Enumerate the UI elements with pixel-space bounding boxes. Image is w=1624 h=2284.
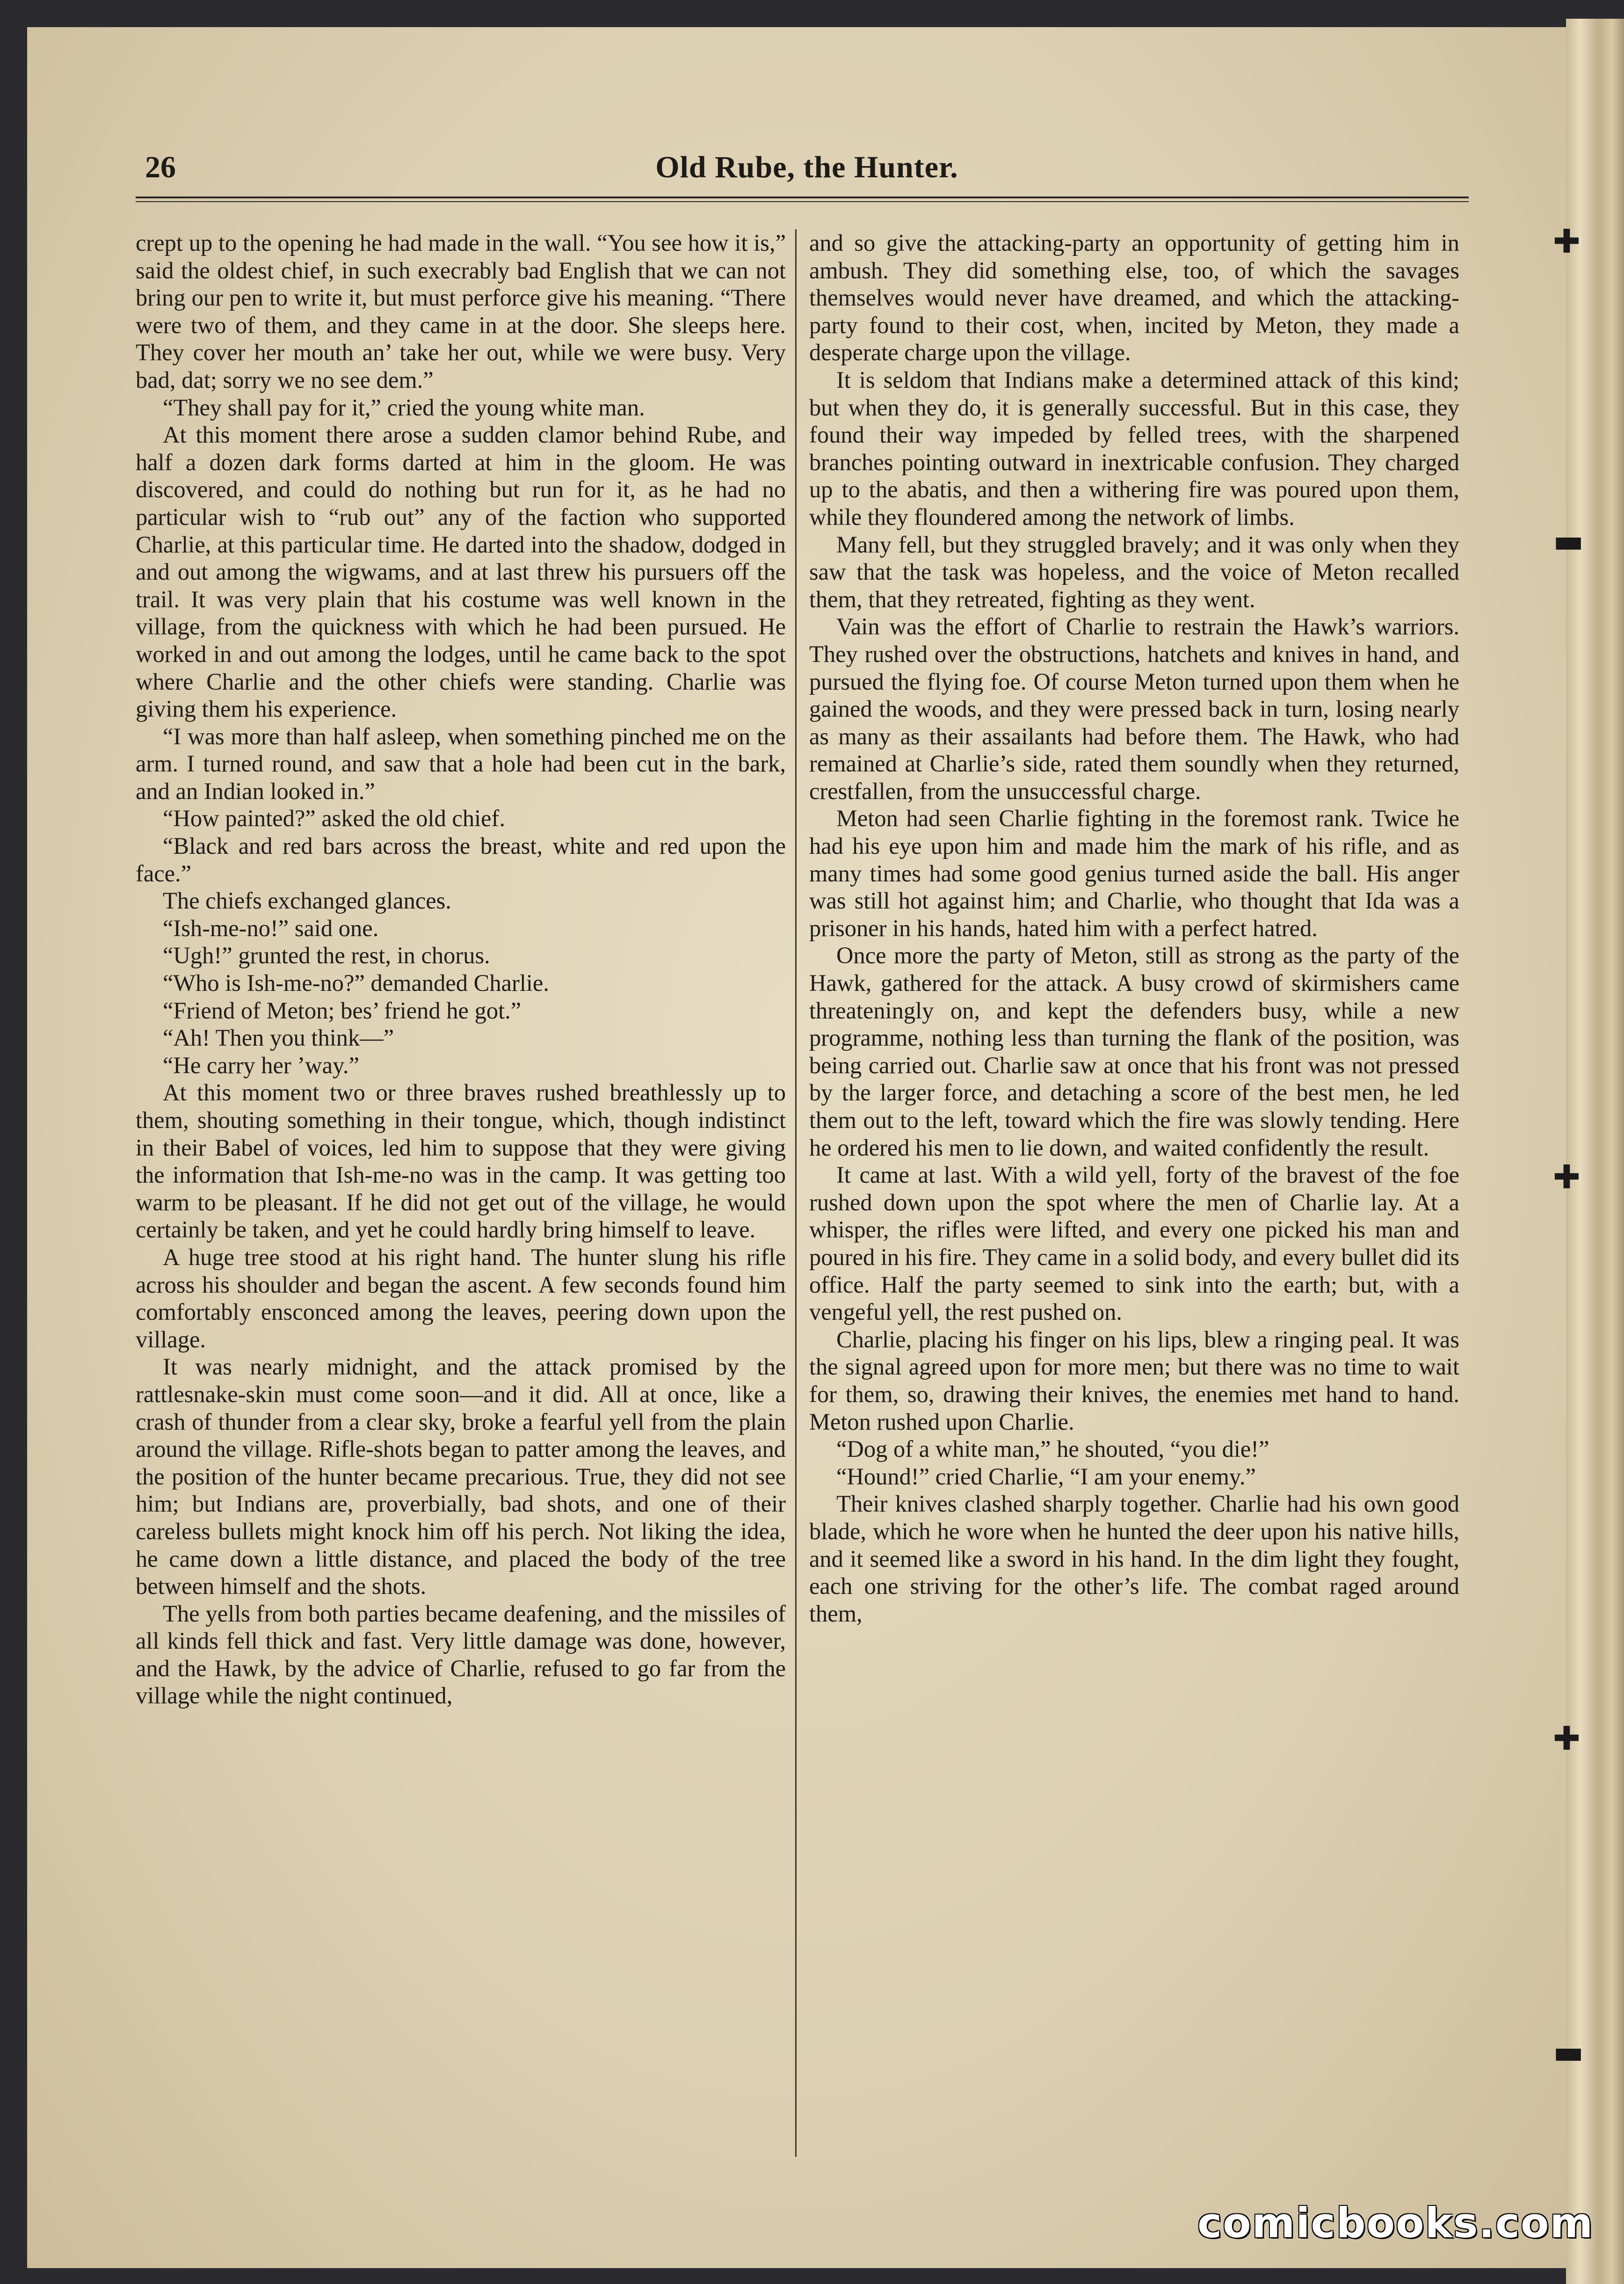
binding-stitch-icon: ✚ <box>1553 1158 1580 1196</box>
binding-stitch-icon: ✚ <box>1553 222 1580 261</box>
paragraph: “Ugh!” grunted the rest, in chorus. <box>163 942 490 969</box>
paragraph: “Black and red bars across the breast, white and red upon the face.” <box>136 833 786 887</box>
paragraph: The yells from both parties became deafening, and the missiles of all kinds fell thick and fast. Very little damage was done, however, and the Hawk, by the advice of Charlie, refused to go far from the village while the night continued, <box>136 1600 786 1709</box>
paragraph: Charlie, placing his finger on his lips, blew a ringing peal. It was the signal agreed upon for more men; but there was no time to wait for them, so, drawing their knives, the enemies met hand to hand. Meton rushed upon Charlie. <box>809 1326 1459 1435</box>
binding-stitch-icon: ✚ <box>1553 1719 1580 1758</box>
paragraph: At this moment there arose a sudden clamor behind Rube, and half a dozen dark forms darted at him in the gloom. He was discovered, and could do nothing but run for it, as he had no particular wish to “rub out” any of the faction who supported Charlie, at this particular time. He darted into the shadow, dodged in and out among the wigwams, and at last threw his pursuers off the trail. It was very plain that his costume was well known in the village, from the quickness with which he had been pursued. He worked in and out among the lodges, until he came back to the spot where Charlie and the other chiefs were standing. Charlie was giving them his experience. <box>136 422 786 722</box>
paragraph: It was nearly midnight, and the attack promised by the rattlesnake-skin must come soon—and it did. All at once, like a crash of thunder from a clear sky, broke a fearful yell from the plain around the village. Rifle-shots began to patter among the leaves, and the position of the hunter became precarious. True, they did not see him; but Indians are, proverbially, bad shots, and one of their careless bullets might knock him off his perch. Not liking the idea, he came down a little distance, and placed the body of the tree between himself and the shots. <box>136 1353 786 1600</box>
page-number: 26 <box>145 150 176 184</box>
paragraph: The chiefs exchanged glances. <box>163 887 451 914</box>
paragraph: Vain was the effort of Charlie to restrain the Hawk’s warriors. They rushed over the obstructions, hatchets and knives in hand, and pursued the flying foe. Of course Meton turned upon them when he gained the woods, and they were pressed back in turn, losing nearly as many as their assailants had before them. The Hawk, who had remained at Charlie’s side, rated them soundly when they returned, crestfallen, from the unsuccessful charge. <box>809 613 1459 804</box>
page-header <box>145 150 1469 192</box>
paragraph: “How painted?” asked the old chief. <box>163 805 505 832</box>
paragraph: A huge tree stood at his right hand. The hunter slung his rifle across his shoulder and began the ascent. A few seconds found him comfortably ensconced among the leaves, peering down upon the village. <box>136 1244 786 1353</box>
paragraph: Meton had seen Charlie fighting in the foremost rank. Twice he had his eye upon him and made him the mark of his rifle, and as many times had some good genius turned aside the ball. His anger was still hot against him; and Charlie, who thought that Ida was a prisoner in his hands, hated him with a perfect hatred. <box>809 805 1459 941</box>
header-rule <box>136 196 1469 202</box>
column-divider <box>795 229 797 2157</box>
right-column <box>809 229 1459 2161</box>
paragraph: Their knives clashed sharply together. Charlie had his own good blade, which he wore when he hunted the deer upon his native hills, and it seemed like a sword in his hand. In the dim light they fought, each one striving for the other’s life. The combat raged around them, <box>809 1491 1459 1627</box>
paragraph: crept up to the opening he had made in the wall. “You see how it is,” said the oldest chief, in such execrably bad English that we can not bring our pen to write it, but must perforce give his meaning. “There were two of them, and they came in at the door. She sleeps here. They cover her mouth an’ take her out, while we were busy. Very bad, dat; sorry we no see dem.” <box>136 230 786 393</box>
paragraph: “Ish-me-no!” said one. <box>163 915 379 941</box>
paragraph: “Friend of Meton; bes’ friend he got.” <box>163 997 522 1024</box>
watermark: comicbooks.com <box>1197 2199 1594 2247</box>
paragraph: “I was more than half asleep, when something pinched me on the arm. I turned round, and saw that a hole had been cut in the bark, and an Indian looked in.” <box>136 723 786 804</box>
paragraph: and so give the attacking-party an opportunity of getting him in ambush. They did something else, too, of which the savages themselves would never have dreamed, and which the attacking-party found to their cost, when, incited by Meton, they made a desperate charge upon the village. <box>809 230 1459 366</box>
paragraph: It came at last. With a wild yell, forty of the bravest of the foe rushed down upon the spot where the men of Charlie lay. At a whisper, the rifles were lifted, and every one picked his man and poured in his fire. They came in a solid body, and every bullet did its office. Half the party seemed to sink into the earth; but, with a vengeful yell, the rest pushed on. <box>809 1162 1459 1325</box>
paragraph: Many fell, but they struggled bravely; and it was only when they saw that the task was hopeless, and the voice of Meton recalled them, that they retreated, fighting as they went. <box>809 531 1459 612</box>
binding-stitch-icon: ▬ <box>1553 522 1584 560</box>
paragraph: “Dog of a white man,” he shouted, “you die!” <box>836 1436 1269 1462</box>
paragraph: “They shall pay for it,” cried the young white man. <box>163 394 645 421</box>
paragraph: “Who is Ish-me-no?” demanded Charlie. <box>163 970 549 997</box>
book-spine <box>1566 19 1624 2284</box>
paragraph: Once more the party of Meton, still as strong as the party of the Hawk, gathered for the attack. A busy crowd of skirmishers came threateningly on, and kept the defenders busy, while a new programme, nothing less than turning the flank of the position, was being carried out. Charlie saw at once that his front was not pressed by the larger force, and detaching a score of the best men, he led them out to the left, toward which the fire was slowly tending. Here he ordered his men to lie down, and waited confidently the result. <box>809 942 1459 1161</box>
binding-stitch-icon: ▬ <box>1553 2033 1584 2071</box>
left-column <box>136 229 786 2161</box>
paragraph: It is seldom that Indians make a determined attack of this kind; but when they do, it is generally successful. But in this case, they found their way impeded by felled trees, with the sharpened branches pointing outward in inextricable confusion. They charged up to the abatis, and then a withering fire was poured upon them, while they floundered among the network of limbs. <box>809 366 1459 530</box>
running-title: Old Rube, the Hunter. <box>655 150 958 184</box>
paragraph: At this moment two or three braves rushed breathlessly up to them, shouting something in their tongue, which, though indistinct in their Babel of voices, led him to suppose that they were giving the information that Ish-me-no was in the camp. It was getting too warm to be pleasant. If he did not get out of the village, he would certainly be taken, and yet he could hardly bring himself to leave. <box>136 1079 786 1243</box>
paragraph: “Ah! Then you think—” <box>163 1025 394 1051</box>
paragraph: “Hound!” cried Charlie, “I am your enemy.” <box>836 1463 1256 1490</box>
paragraph: “He carry her ’way.” <box>163 1052 360 1078</box>
